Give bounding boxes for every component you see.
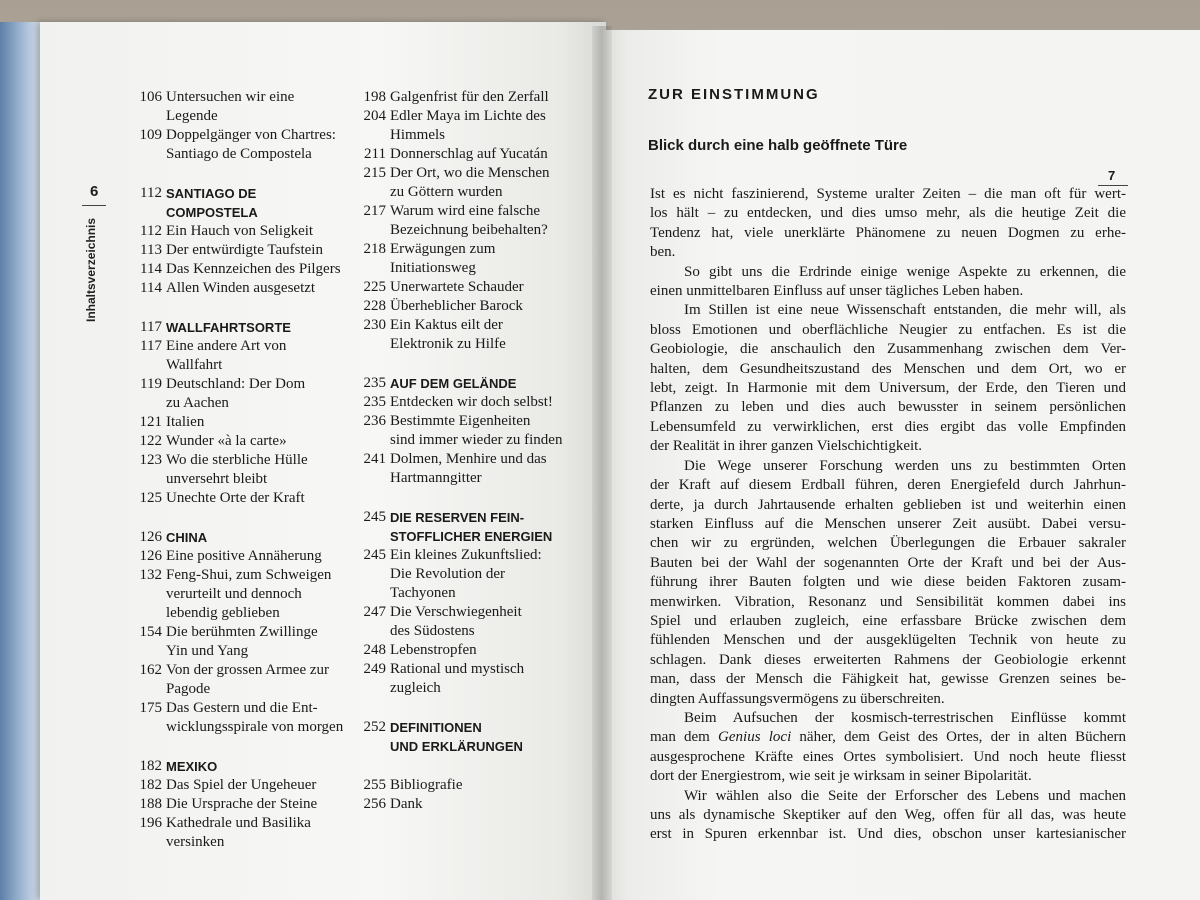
toc-entry-line: Bibliografie xyxy=(390,777,463,793)
toc-entry-line: AUF DEM GELÄNDE xyxy=(390,376,517,391)
toc-entry xyxy=(118,279,350,298)
toc-page-number: 211 xyxy=(364,146,386,162)
body-line: dort der Energiestrom, wie seit je wirksam in seiner Bipolarität. xyxy=(650,768,1032,785)
toc-entry-line: Bestimmte Eigenheiten xyxy=(390,413,531,429)
toc-section-heading xyxy=(118,184,350,222)
toc-entry-line: Dank xyxy=(390,796,423,812)
toc-entry xyxy=(118,547,350,566)
toc-entry xyxy=(118,413,350,432)
toc-page-number: 182 xyxy=(139,777,162,793)
body-text-span: näher, dem Geist des Ortes, der in alten Büchern xyxy=(791,729,1126,746)
body-line: Die Wege unserer Forschung werden uns zu bestimmten Orten xyxy=(684,457,1126,474)
body-line: man, dass der Mensch die Fähigkeit hat, gewisse Grenzen seines be- xyxy=(650,671,1126,688)
toc-column-2 xyxy=(342,88,582,814)
toc-entry-line: Entdecken wir doch selbst! xyxy=(390,394,553,410)
toc-entry-line: Edler Maya im Lichte des xyxy=(390,108,546,124)
toc-entry xyxy=(118,661,350,699)
toc-page-number: 218 xyxy=(363,241,386,257)
body-line: Bauten bei der Wahl der sogenannten Orte der Kraft und bei der Aus- xyxy=(650,554,1126,571)
body-line: menwirken. Vibration, Resonanz und Sensibilität kommen dabei ins xyxy=(650,593,1126,610)
toc-entry xyxy=(342,240,582,278)
body-line: erst in Spuren erkennbar ist. Und dies, obschon unser kartesianischer xyxy=(650,826,1126,843)
toc-entry-line: SANTIAGO DE COMPOSTELA xyxy=(166,186,258,220)
toc-entry xyxy=(342,297,582,316)
toc-section-heading xyxy=(342,374,582,393)
toc-entry xyxy=(118,375,350,413)
toc-entry-line: lebendig geblieben xyxy=(166,605,280,621)
toc-page-number: 132 xyxy=(139,567,162,583)
toc-entry xyxy=(342,278,582,297)
toc-gap xyxy=(118,737,350,757)
toc-page-number: 230 xyxy=(363,317,386,333)
body-line: los hält – zu entdecken, und dies umso mehr, als die heutige Zeit die xyxy=(650,205,1126,222)
toc-entry-line: Unerwartete Schauder xyxy=(390,279,524,295)
toc-entry-line: DIE RESERVEN FEIN- xyxy=(390,510,525,525)
toc-entry-line: DEFINITIONEN xyxy=(390,720,482,735)
toc-entry xyxy=(118,126,350,164)
toc-entry xyxy=(118,795,350,814)
toc-entry xyxy=(118,432,350,451)
toc-entry xyxy=(342,795,582,814)
toc-section-heading xyxy=(342,508,582,546)
toc-page-number: 119 xyxy=(140,376,162,392)
toc-gap xyxy=(342,488,582,508)
toc-page-number: 114 xyxy=(140,280,162,296)
toc-entry xyxy=(342,393,582,412)
body-line: uns als dynamische Skeptiker auf den Weg, offen für all das, was heute xyxy=(650,807,1126,823)
toc-entry-line: Elektronik zu Hilfe xyxy=(390,336,506,352)
toc-page-number: 248 xyxy=(363,642,386,658)
body-line: der Realität in ihrer ganzen Vielschichtigkeit. xyxy=(650,438,923,455)
toc-entry-line: MEXIKO xyxy=(166,759,218,774)
toc-entry-line: Warum wird eine falsche xyxy=(390,203,540,219)
toc-gap xyxy=(342,756,582,776)
toc-entry xyxy=(342,145,582,164)
body-line: Ist es nicht faszinierend, Systeme uralter Zeiten – die man oft für wert- xyxy=(650,186,1126,202)
toc-entry-line: WALLFAHRTSORTE xyxy=(166,320,291,335)
toc-entry xyxy=(118,776,350,795)
toc-gap xyxy=(118,508,350,528)
section-subheading: Blick durch eine halb geöffnete Türe xyxy=(648,137,908,154)
toc-entry-line: Der Ort, wo die Menschen xyxy=(390,165,550,181)
toc-entry-line: Santiago de Compostela xyxy=(166,146,312,162)
page-number-right: 7 xyxy=(1108,168,1116,183)
page-number-left: 6 xyxy=(90,183,99,200)
toc-section-heading xyxy=(118,528,350,547)
toc-entry xyxy=(342,776,582,795)
toc-section-heading xyxy=(342,718,582,756)
toc-entry-line: unversehrt bleibt xyxy=(166,471,268,487)
toc-entry-line: Das Kennzeichen des Pilgers xyxy=(166,261,341,277)
toc-entry-line: Ein kleines Zukunftslied: xyxy=(390,547,542,563)
toc-page-number: 245 xyxy=(363,547,386,563)
toc-entry-line: Ein Hauch von Seligkeit xyxy=(166,223,314,239)
body-line: einen unmittelbaren Einfluss auf unser tägliches Leben haben. xyxy=(650,283,1024,300)
toc-page-number: 241 xyxy=(363,451,386,467)
toc-entry-line: Das Spiel der Ungeheuer xyxy=(166,777,317,793)
toc-entry-line: Tachyonen xyxy=(390,585,456,601)
book-gutter xyxy=(592,26,612,900)
toc-entry-line: Der entwürdigte Taufstein xyxy=(166,242,323,258)
toc-entry-line: Wallfahrt xyxy=(166,357,223,373)
toc-entry xyxy=(118,241,350,260)
toc-entry-line: Lebenstropfen xyxy=(390,642,477,658)
toc-entry-line: Yin und Yang xyxy=(166,643,249,659)
toc-gap xyxy=(118,298,350,318)
toc-entry-line: Hartmanngitter xyxy=(390,470,482,486)
body-line: lebt, zeigt. In Harmonie mit dem Universum, der Erde, den Tieren und xyxy=(650,380,1126,397)
toc-entry xyxy=(342,641,582,660)
toc-page-number: 162 xyxy=(139,662,162,678)
toc-entry-line: Das Gestern und die Ent- xyxy=(166,700,318,716)
toc-entry-line: des Südostens xyxy=(390,623,475,639)
toc-entry-line: Wo die sterbliche Hülle xyxy=(166,452,308,468)
toc-entry-line: Deutschland: Der Dom xyxy=(166,376,306,392)
toc-entry-line: zu Aachen xyxy=(166,395,229,411)
toc-page-number: 125 xyxy=(139,490,162,506)
toc-entry-line: verurteilt und dennoch xyxy=(166,586,302,602)
toc-entry-line: Unechte Orte der Kraft xyxy=(166,490,305,506)
body-text xyxy=(650,185,1126,845)
toc-entry xyxy=(342,107,582,145)
body-line: ben. xyxy=(650,244,676,261)
toc-entry-line: Die Revolution der xyxy=(390,566,505,582)
body-line: derte, ja durch Jahrtausende erhalten geblieben ist und weiterhin einen xyxy=(650,496,1126,513)
body-line xyxy=(650,728,1126,747)
toc-entry-line: STOFFLICHER ENERGIEN xyxy=(390,529,553,544)
toc-entry-line: Legende xyxy=(166,108,218,124)
body-line: halten, dem Gesundheitszustand des Menschen und dem Ort, wo er xyxy=(650,360,1126,377)
toc-column-1 xyxy=(118,88,350,852)
toc-entry-line: Feng-Shui, zum Schweigen xyxy=(166,567,332,583)
toc-entry-line: Italien xyxy=(166,414,205,430)
toc-entry-line: sind immer wieder zu finden xyxy=(390,432,563,448)
toc-entry xyxy=(342,88,582,107)
toc-entry-line: Die Verschwiegenheit xyxy=(390,604,522,620)
toc-entry-line: UND ERKLÄRUNGEN xyxy=(390,739,523,754)
toc-entry xyxy=(118,451,350,489)
toc-entry-line: wicklungsspirale von morgen xyxy=(166,719,344,735)
body-line: Beim Aufsuchen der kosmisch-terrestrischen Einflüsse kommt xyxy=(684,709,1126,726)
toc-entry-line: Ein Kaktus eilt der xyxy=(390,317,503,333)
toc-page-number: 121 xyxy=(139,414,162,430)
toc-page-number: 196 xyxy=(139,815,162,831)
toc-entry-line: Galgenfrist für den Zerfall xyxy=(390,89,549,105)
toc-page-number: 228 xyxy=(363,298,386,314)
toc-entry-line: Überheblicher Barock xyxy=(390,298,523,314)
toc-entry-line: Dolmen, Menhire und das xyxy=(390,451,547,467)
body-line: Pflanzen zu leben und dies auch bewusster in seinem persönlichen xyxy=(650,399,1126,416)
toc-page-number: 126 xyxy=(139,548,162,564)
body-line: führung ihrer Bauten folgten und wie diese beiden Faktoren zusam- xyxy=(650,574,1126,591)
toc-entry-line: CHINA xyxy=(166,530,208,545)
body-line: So gibt uns die Erdrinde einige wenige Aspekte zu erkennen, die xyxy=(684,263,1126,280)
toc-page-number: 112 xyxy=(140,223,162,239)
toc-entry xyxy=(118,222,350,241)
toc-page-number: 117 xyxy=(140,338,162,354)
toc-entry-line: Allen Winden ausgesetzt xyxy=(166,280,316,296)
toc-entry xyxy=(342,660,582,698)
toc-page-number: 123 xyxy=(139,452,162,468)
toc-gap xyxy=(118,164,350,184)
toc-gap xyxy=(342,354,582,374)
body-line: dingten Auffassungsvermögens zu überschreiten. xyxy=(650,690,945,707)
toc-page-number: 204 xyxy=(363,108,386,124)
body-line: schlagen. Dank dieses erweiterten Rahmens der Geobiologie erkennt xyxy=(650,651,1126,668)
body-line: der Kraft auf diesem Erdball führen, deren Energiefeld durch Jahrhun- xyxy=(650,477,1126,494)
toc-entry xyxy=(118,337,350,375)
toc-gap xyxy=(342,698,582,718)
toc-entry xyxy=(118,623,350,661)
toc-page-number: 126 xyxy=(139,529,162,545)
toc-page-number: 198 xyxy=(363,89,386,105)
toc-entry-line: Von der grossen Armee zur xyxy=(166,662,330,678)
toc-entry xyxy=(342,164,582,202)
toc-entry xyxy=(118,260,350,279)
italic-term: Genius loci xyxy=(718,729,792,746)
toc-page-number: 252 xyxy=(363,719,386,735)
body-line: starken Einfluss auf die Menschen unserer Zeit ausübt. Dabei versu- xyxy=(650,515,1126,532)
toc-entry-line: Die Ursprache der Steine xyxy=(166,796,318,812)
body-line: chen wir zu ergründen, welchen Überlegungen die Erbauer sakraler xyxy=(650,535,1126,552)
toc-entry xyxy=(342,202,582,240)
toc-page-number: 122 xyxy=(139,433,162,449)
toc-page-number: 217 xyxy=(363,203,386,219)
toc-page-number: 236 xyxy=(363,413,386,429)
body-line: Im Stillen ist eine neue Wissenschaft entstanden, die mehr will, als xyxy=(684,302,1126,319)
toc-page-number: 245 xyxy=(363,509,386,525)
chapter-heading: ZUR EINSTIMMUNG xyxy=(648,86,820,103)
toc-entry-line: versinken xyxy=(166,834,225,850)
body-line: bloss Emotionen und oberflächliche Neugier zu entfachen. Es ist die xyxy=(650,321,1126,338)
toc-entry-line: Kathedrale und Basilika xyxy=(166,815,311,831)
body-line: Lebensumfeld zu verwirklichen, erst dies ergibt das volle Empfinden xyxy=(650,418,1126,435)
toc-entry-line: zu Göttern wurden xyxy=(390,184,503,200)
toc-entry-line: Himmels xyxy=(390,127,445,143)
body-line: fühlenden Menschen und der ausgeklügelten Technik von heute zu xyxy=(650,632,1126,649)
toc-page-number: 113 xyxy=(140,242,162,258)
toc-page-number: 247 xyxy=(363,604,386,620)
toc-page-number: 182 xyxy=(139,758,162,774)
toc-entry-line: Pagode xyxy=(166,681,211,697)
toc-entry-line: Untersuchen wir eine xyxy=(166,89,295,105)
toc-entry-line: Rational und mystisch xyxy=(390,661,525,677)
toc-entry-line: Donnerschlag auf Yucatán xyxy=(390,146,548,162)
side-label-contents: Inhaltsverzeichnis xyxy=(84,217,98,322)
body-line: Tendenz hat, viele unerklärte Phänomene zu neuen Dogmen zu erhe- xyxy=(650,224,1126,241)
toc-entry xyxy=(118,489,350,508)
toc-entry-line: Bezeichnung beibehalten? xyxy=(390,222,548,238)
toc-entry xyxy=(342,603,582,641)
toc-page-number: 225 xyxy=(363,279,386,295)
toc-page-number: 112 xyxy=(140,185,162,201)
toc-page-number: 117 xyxy=(140,319,162,335)
body-line: Wir wählen also die Seite der Erforscher des Lebens und machen xyxy=(684,787,1126,804)
toc-page-number: 114 xyxy=(140,261,162,277)
toc-page-number: 249 xyxy=(363,661,386,677)
toc-entry-line: Die berühmten Zwillinge xyxy=(166,624,318,640)
toc-entry-line: zugleich xyxy=(390,680,441,696)
toc-entry-line: Erwägungen zum xyxy=(390,241,496,257)
toc-page-number: 215 xyxy=(363,165,386,181)
toc-page-number: 188 xyxy=(139,796,162,812)
toc-page-number: 255 xyxy=(363,777,386,793)
toc-entry-line: Doppelgänger von Chartres: xyxy=(166,127,336,143)
toc-page-number: 235 xyxy=(363,394,386,410)
toc-entry-line: Eine andere Art von xyxy=(166,338,287,354)
body-line: Spiel und erlauben zugleich, eine erfassbare Brücke zwischen dem xyxy=(650,612,1126,629)
toc-section-heading xyxy=(118,757,350,776)
body-line: ausgesprochene Kräfte eines Ortes symbolisiert. Und noch heute fliesst xyxy=(650,748,1126,765)
toc-entry xyxy=(118,88,350,126)
toc-entry-line: Initiationsweg xyxy=(390,260,476,276)
toc-entry-line: Wunder «à la carte» xyxy=(166,433,287,449)
toc-page-number: 235 xyxy=(363,375,386,391)
toc-page-number: 109 xyxy=(139,127,162,143)
body-text-span: man dem xyxy=(650,729,719,746)
toc-section-heading xyxy=(118,318,350,337)
toc-entry xyxy=(118,566,350,623)
toc-page-number: 106 xyxy=(139,89,162,105)
toc-entry xyxy=(118,814,350,852)
toc-page-number: 154 xyxy=(139,624,162,640)
toc-page-number: 175 xyxy=(139,700,162,716)
toc-entry xyxy=(342,412,582,450)
toc-entry xyxy=(342,546,582,603)
toc-entry xyxy=(342,316,582,354)
toc-entry xyxy=(118,699,350,737)
toc-entry-line: Eine positive Annäherung xyxy=(166,548,322,564)
body-line: Geobiologie, die anschaulich den Zusammenhang zwischen dem Ver- xyxy=(650,341,1126,358)
toc-page-number: 256 xyxy=(363,796,386,812)
toc-entry xyxy=(342,450,582,488)
